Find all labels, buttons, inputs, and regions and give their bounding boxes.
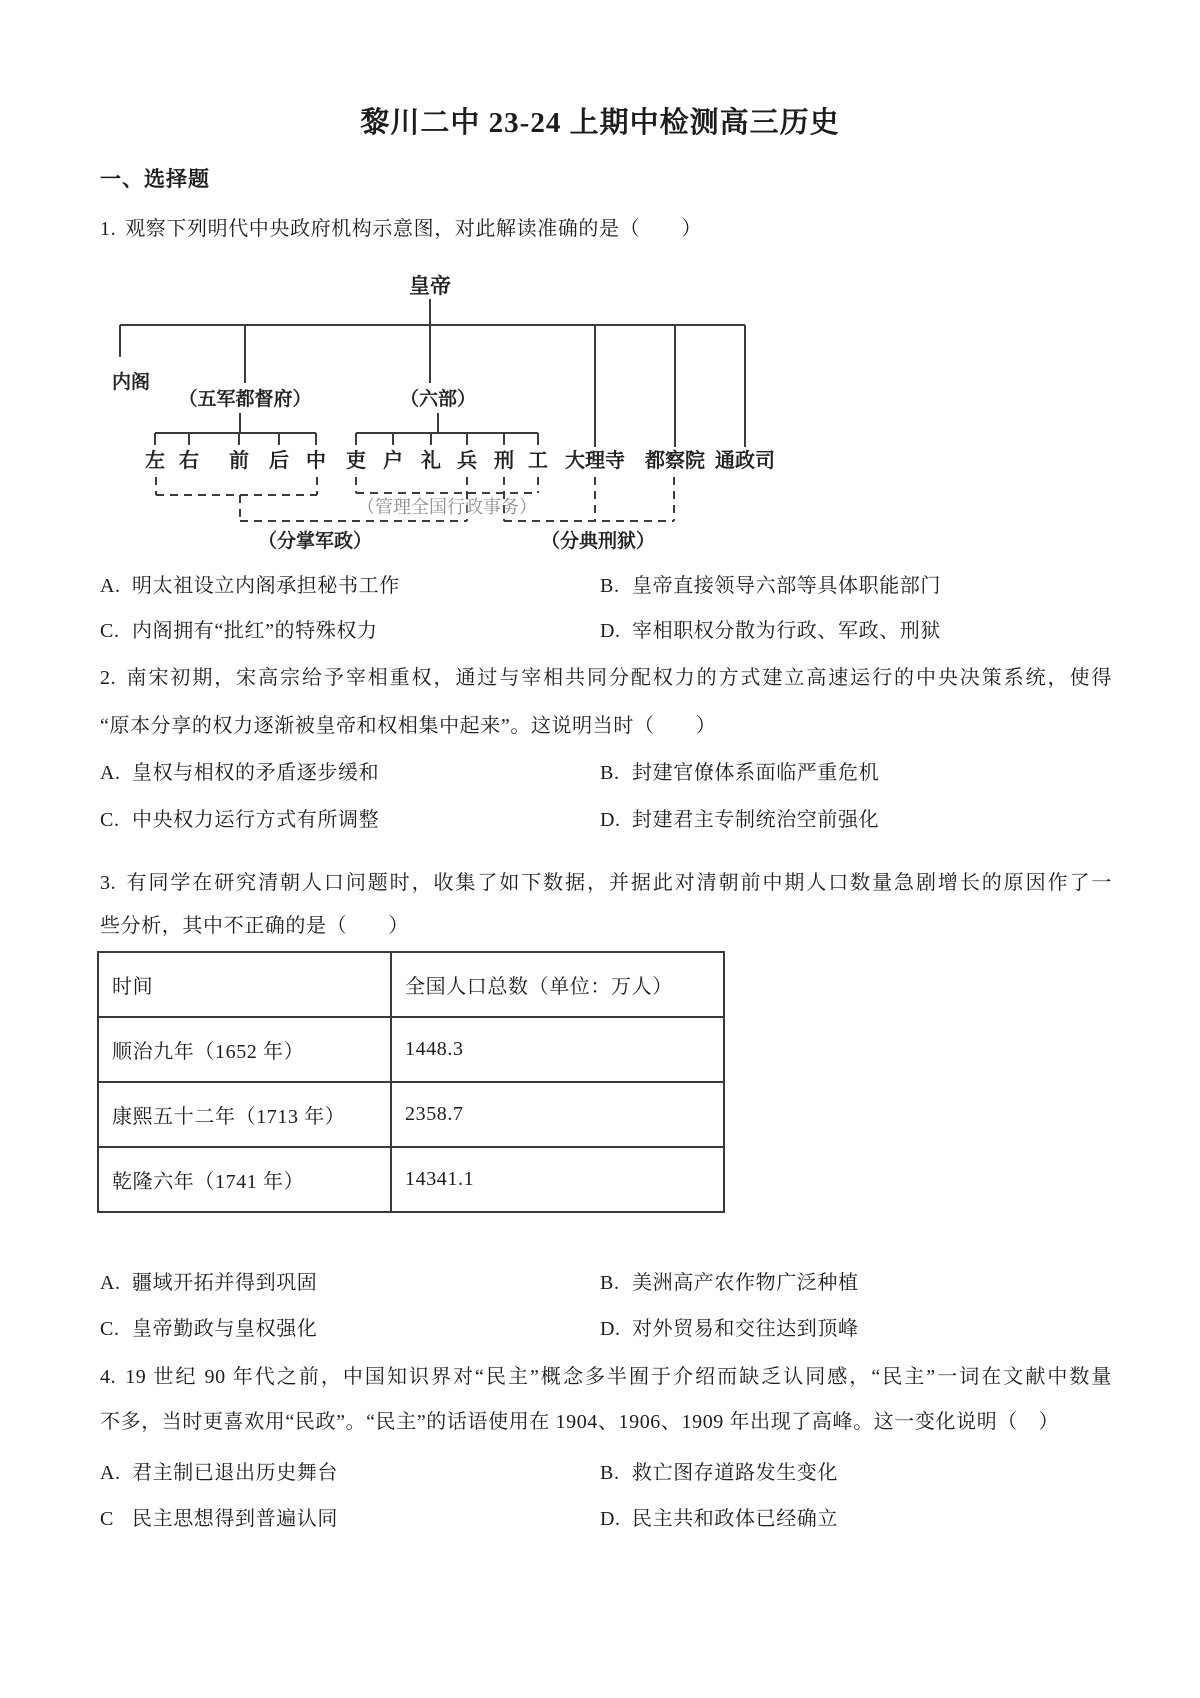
army-left-label: 左 xyxy=(145,450,165,472)
option-text: 美洲高产农作物广泛种植 xyxy=(632,1272,859,1294)
option-label: D. xyxy=(600,809,621,831)
option-text: 封建君主专制统治空前强化 xyxy=(632,809,880,831)
option-text: 明太祖设立内阁承担秘书工作 xyxy=(132,575,400,597)
diagram-connectors xyxy=(120,299,745,447)
option-label: D. xyxy=(600,620,621,642)
military-note: （分掌军政） xyxy=(257,531,373,552)
table-cell-value: 1448.3 xyxy=(391,1017,724,1082)
option-text: 君主制已退出历史舞台 xyxy=(132,1462,338,1484)
option-text: 内阁拥有“批红”的特殊权力 xyxy=(132,620,378,642)
option-label: C xyxy=(100,1508,114,1530)
table-header-time: 时间 xyxy=(98,952,391,1017)
table-row xyxy=(98,1082,724,1147)
option-label: A. xyxy=(100,575,121,597)
question-2-option-c xyxy=(100,807,379,834)
table-cell-value: 14341.1 xyxy=(391,1147,724,1212)
page-title: 黎川二中 23-24 上期中检测高三历史 xyxy=(360,107,840,139)
question-2-option-d xyxy=(600,807,879,834)
transmission-office-label: 通政司 xyxy=(715,450,775,472)
option-label: B. xyxy=(600,762,620,784)
option-text: 民主思想得到普遍认同 xyxy=(132,1508,338,1530)
ministry-war-label: 兵 xyxy=(457,450,477,472)
table-header-row xyxy=(98,952,724,1017)
question-3-option-c xyxy=(100,1316,317,1343)
option-text: 对外贸易和交往达到顶峰 xyxy=(632,1318,859,1340)
option-label: D. xyxy=(600,1508,621,1530)
option-label: C. xyxy=(100,620,120,642)
option-label: A. xyxy=(100,1272,121,1294)
question-4-option-a xyxy=(100,1460,338,1487)
option-text: 疆域开拓并得到巩固 xyxy=(132,1272,318,1294)
question-2-text-line-1 xyxy=(100,664,1112,692)
army-right-label: 右 xyxy=(179,450,199,472)
army-front-label: 前 xyxy=(229,450,249,472)
court-dalisi-label: 大理寺 xyxy=(565,450,625,472)
ministry-justice-label: 刑 xyxy=(494,450,514,472)
option-text: 皇帝直接领导六部等具体职能部门 xyxy=(632,575,941,597)
option-text: 民主共和政体已经确立 xyxy=(632,1508,838,1530)
ministry-rites-label: 礼 xyxy=(421,450,441,472)
censorate-label: 都察院 xyxy=(645,450,705,472)
ministry-works-label: 工 xyxy=(528,450,548,472)
option-label: B. xyxy=(600,1462,620,1484)
question-1-line-1: 观察下列明代中央政府机构示意图，对此解读准确的是（ ） xyxy=(125,218,703,240)
table-cell-era: 顺治九年（1652 年） xyxy=(98,1017,391,1082)
army-rear-label: 后 xyxy=(269,450,289,472)
option-label: D. xyxy=(600,1318,621,1340)
question-3-option-b xyxy=(600,1270,859,1297)
question-4-option-c xyxy=(100,1506,338,1533)
question-1-option-c xyxy=(100,618,378,645)
option-label: B. xyxy=(600,1272,620,1294)
question-4-text-line-1 xyxy=(100,1363,1112,1391)
option-text: 皇权与相权的矛盾逐步缓和 xyxy=(132,762,380,784)
option-label: B. xyxy=(600,575,620,597)
question-4-number: 4. xyxy=(100,1366,117,1388)
table-cell-era: 康熙五十二年（1713 年） xyxy=(98,1082,391,1147)
ming-government-diagram xyxy=(90,255,790,555)
table-row xyxy=(98,1017,724,1082)
option-text: 救亡图存道路发生变化 xyxy=(632,1462,838,1484)
option-text: 中央权力运行方式有所调整 xyxy=(132,809,380,831)
question-3-line-1: 有同学在研究清朝人口问题时，收集了如下数据，并据此对清朝前中期人口数量急剧增长的原因作了一 xyxy=(125,872,1112,894)
cabinet-label: 内阁 xyxy=(111,372,151,393)
option-label: C. xyxy=(100,1318,120,1340)
question-2-line-1: 南宋初期，宋高宗给予宰相重权，通过与宰相共同分配权力的方式建立高速运行的中央决策系统，使得 xyxy=(125,667,1112,689)
question-2-text-line-2: “原本分享的权力逐渐被皇帝和权相集中起来”。这说明当时（ ） xyxy=(100,715,717,737)
table-cell-era: 乾隆六年（1741 年） xyxy=(98,1147,391,1212)
ministry-revenue-label: 户 xyxy=(383,450,403,472)
table-header-population: 全国人口总数（单位：万人） xyxy=(391,952,724,1017)
question-1-number: 1. xyxy=(100,218,117,240)
question-1-option-b xyxy=(600,573,941,600)
five-army-label: （五军都督府） xyxy=(178,389,312,410)
question-4-line-1: 19 世纪 90 年代之前，中国知识界对“民主”概念多半囿于介绍而缺乏认同感，“民主”一词在文献中数量 xyxy=(125,1366,1112,1388)
question-3-option-d xyxy=(600,1316,859,1343)
emperor-label: 皇帝 xyxy=(409,274,451,298)
option-label: A. xyxy=(100,762,121,784)
ministry-personnel-label: 吏 xyxy=(346,450,366,472)
army-center-label: 中 xyxy=(306,450,326,472)
question-1-text xyxy=(100,215,702,243)
question-3-text-line-1 xyxy=(100,869,1112,897)
justice-note: （分典刑狱） xyxy=(540,531,656,552)
question-3-number: 3. xyxy=(100,872,117,894)
question-1-option-a xyxy=(100,573,400,600)
question-3-option-a xyxy=(100,1270,317,1297)
option-text: 宰相职权分散为行政、军政、刑狱 xyxy=(632,620,941,642)
option-text: 封建官僚体系面临严重危机 xyxy=(632,762,880,784)
question-3-text-line-2: 些分析，其中不正确的是（ ） xyxy=(100,915,409,937)
question-4-option-d xyxy=(600,1506,838,1533)
admin-note: （管理全国行政事务） xyxy=(357,497,537,517)
question-4-option-b xyxy=(600,1460,838,1487)
question-2-number: 2. xyxy=(100,667,117,689)
six-ministries-label: （六部） xyxy=(399,389,477,410)
table-cell-value: 2358.7 xyxy=(391,1082,724,1147)
option-label: C. xyxy=(100,809,120,831)
table-row xyxy=(98,1147,724,1212)
question-1-option-d xyxy=(600,618,941,645)
population-table xyxy=(97,951,725,1213)
question-2-option-a xyxy=(100,760,379,787)
option-text: 皇帝勤政与皇权强化 xyxy=(132,1318,318,1340)
question-2-option-b xyxy=(600,760,879,787)
option-label: A. xyxy=(100,1462,121,1484)
question-4-text-line-2: 不多，当时更喜欢用“民政”。“民主”的话语使用在 1904、1906、1909 年出现了高峰。这一变化说明（ ） xyxy=(100,1411,1060,1433)
section-heading: 一、选择题 xyxy=(100,167,210,191)
